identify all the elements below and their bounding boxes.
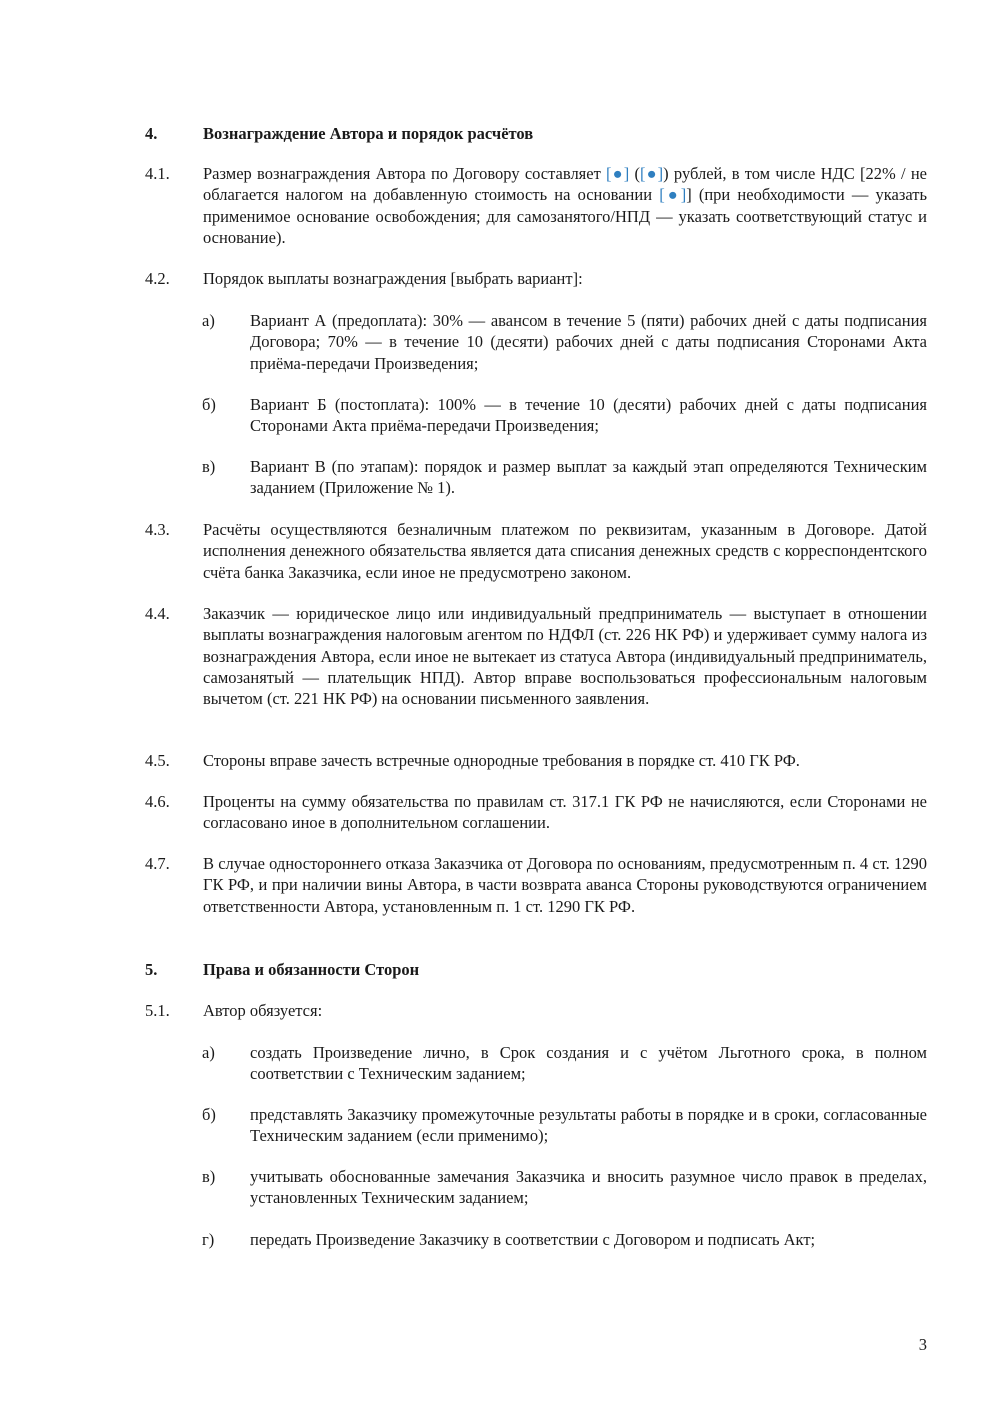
subclause-label: б): [202, 395, 216, 414]
section-title: Вознаграждение Автора и порядок расчётов: [203, 124, 534, 143]
clause-number: 4.4.: [145, 604, 170, 623]
clause-number: 4.1.: [145, 164, 170, 183]
clause-text: Порядок выплаты вознаграждения [выбрать вариант]:: [203, 269, 583, 288]
clause-number: 4.3.: [145, 520, 170, 539]
clause-text: В случае одностороннего отказа Заказчика от Договора по основаниям, предусмотренным п. 4 ст. 1290 ГК РФ, и при наличии вины Автора, в части возврата аванса Стороны руководствуются ограничением ответственности Автора, установленным п. 1 ст. 1290 ГК РФ.: [203, 854, 927, 916]
page-number: 3: [918, 1335, 927, 1354]
placeholder-field[interactable]: [●]: [606, 164, 630, 183]
clause-number: 5.1.: [145, 1001, 170, 1020]
text-run: (: [629, 164, 640, 183]
section-title: Права и обязанности Сторон: [203, 960, 420, 979]
placeholder-field[interactable]: [●]: [639, 164, 664, 183]
clause-text: Проценты на сумму обязательства по правилам ст. 317.1 ГК РФ не начисляются, если Сторонами не согласовано иное в дополнительном соглашении.: [203, 792, 927, 833]
subclause-text: Вариант В (по этапам): порядок и размер выплат за каждый этап определяются Техническим заданием (Приложение № 1).: [250, 457, 927, 498]
subclause-text: представлять Заказчику промежуточные результаты работы в порядке и в сроки, согласованные Техническим заданием (если применимо);: [250, 1105, 927, 1146]
clause-number: 4.2.: [145, 269, 170, 288]
subclause-label: г): [202, 1230, 215, 1249]
subclause-text: Вариант А (предоплата): 30% — авансом в течение 5 (пяти) рабочих дней с даты подписания Договора; 70% — в течение 10 (десяти) рабочих дней с даты подписания Сторонами Акта приёма-передачи Произведения;: [250, 311, 927, 373]
subclause-text: Вариант Б (постоплата): 100% — в течение 10 (десяти) рабочих дней с даты подписания Сторонами Акта приёма-передачи Произведения;: [250, 395, 927, 436]
clause-number: 4.6.: [145, 792, 170, 811]
subclause-text: создать Произведение лично, в Срок создания и с учётом Льготного срока, в полном соответствии с Техническим заданием;: [250, 1043, 927, 1084]
text-run: Размер вознаграждения Автора по Договору составляет: [203, 164, 607, 183]
text-run: ) рублей, в том числе НДС [22% / не облагается налогом на добавленную стоимость на основании: [203, 164, 927, 205]
clause-text: Автор обязуется:: [203, 1001, 323, 1020]
clause-text: Расчёты осуществляются безналичным платежом по реквизитам, указанным в Договоре. Датой исполнения денежного обязательства является дата списания денежных средств с корреспондентского счёта банка Заказчика, если иное не предусмотрено законом.: [203, 520, 927, 582]
text-run: ] (при необходимости — указать применимое основание освобождения; для самозанятого/НПД — указать соответствующий статус и основание).: [203, 185, 927, 247]
subclause-label: в): [202, 457, 216, 476]
clause-text: Заказчик — юридическое лицо или индивидуальный предприниматель — выступает в отношении выплаты вознаграждения налоговым агентом по НДФЛ (ст. 226 НК РФ) и удерживает сумму налога из вознаграждения Автора, если иное не вытекает из статуса Автора (индивидуальный предприниматель, самозанятый — плательщик НПД). Автор вправе воспользоваться профессиональным налоговым вычетом (ст. 221 НК РФ) на основании письменного заявления.: [203, 604, 927, 709]
subclause-label: а): [202, 311, 215, 330]
section-number: 4.: [145, 124, 158, 143]
section-number: 5.: [145, 960, 158, 979]
clause-number: 4.5.: [145, 751, 170, 770]
placeholder-field[interactable]: [●]: [659, 185, 687, 205]
subclause-text: передать Произведение Заказчику в соответствии с Договором и подписать Акт;: [250, 1230, 816, 1249]
subclause-text: учитывать обоснованные замечания Заказчика и вносить разумное число правок в пределах, установленных Техническим заданием;: [250, 1167, 927, 1208]
clause-text: [203, 163, 927, 248]
subclause-label: б): [202, 1105, 216, 1124]
clause-text: Стороны вправе зачесть встречные однородные требования в порядке ст. 410 ГК РФ.: [203, 751, 800, 770]
subclause-label: в): [202, 1167, 216, 1186]
subclause-label: а): [202, 1043, 215, 1062]
clause-number: 4.7.: [145, 854, 170, 873]
